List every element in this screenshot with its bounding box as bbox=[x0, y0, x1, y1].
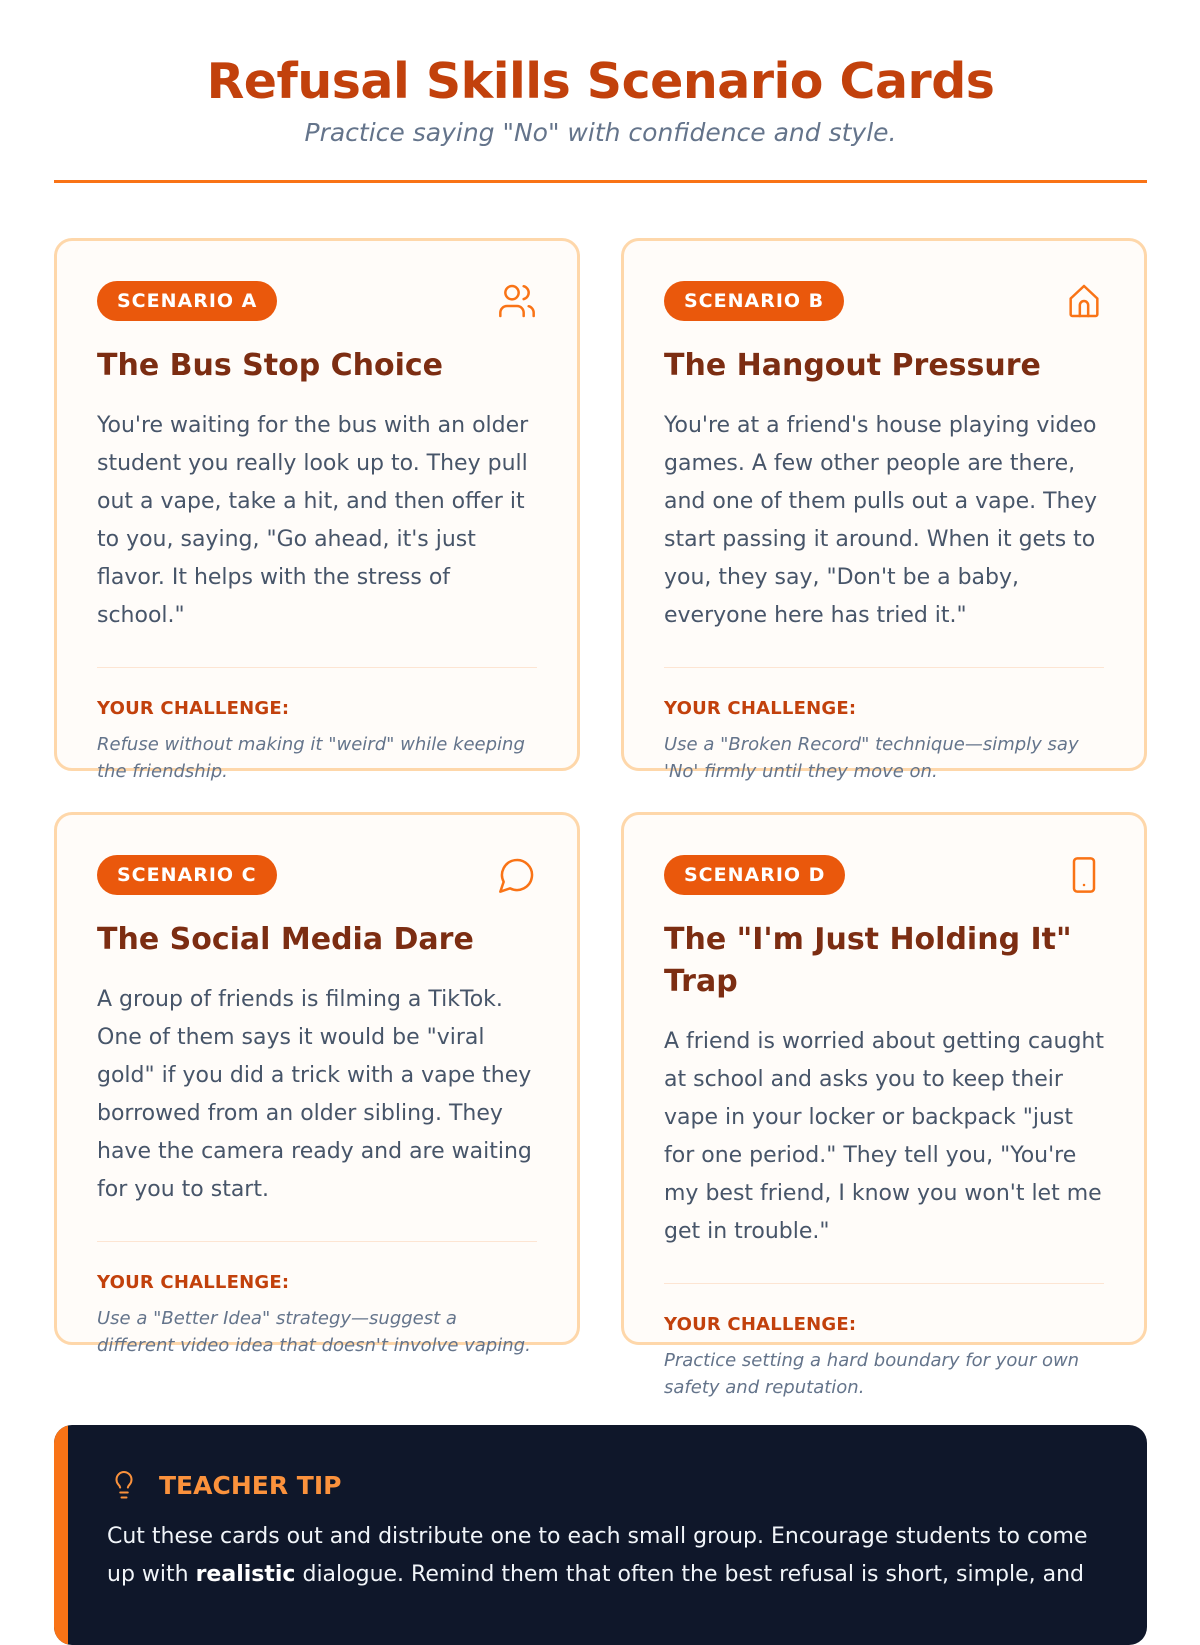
users-icon bbox=[497, 281, 537, 321]
tip-text bbox=[107, 1518, 1107, 1594]
scenario-card-c bbox=[54, 812, 580, 1356]
tip-accent-bar bbox=[54, 1425, 68, 1645]
tip-text-emphasis: realistic bbox=[195, 1562, 296, 1587]
card-divider bbox=[664, 1283, 1104, 1284]
page-subtitle: Practice saying "No" with confidence and style. bbox=[304, 118, 897, 147]
challenge-text: Refuse without making it "weird" while keeping the friendship. bbox=[97, 734, 525, 782]
scenario-title: The Social Media Dare bbox=[97, 922, 474, 957]
scenario-badge: SCENARIO B bbox=[664, 281, 844, 321]
scenario-badge: SCENARIO A bbox=[97, 281, 277, 321]
challenge-text: Practice setting a hard boundary for your own safety and reputation. bbox=[664, 1350, 1080, 1398]
challenge-label: YOUR CHALLENGE: bbox=[97, 1272, 290, 1293]
home-icon bbox=[1064, 281, 1104, 321]
challenge-text: Use a "Broken Record" technique—simply say 'No' firmly until they move on. bbox=[664, 734, 1079, 782]
scenario-title: The "I'm Just Holding It" Trap bbox=[664, 922, 1072, 999]
scenario-badge: SCENARIO C bbox=[97, 855, 277, 895]
scenario-title: The Hangout Pressure bbox=[664, 348, 1041, 383]
scenario-description: You're at a friend's house playing video games. A few other people are there, and one of them pulls out a vape. They start passing it around. When it gets to you, they say, "Don't be a baby, everyone here has tried it." bbox=[664, 413, 1098, 628]
lightbulb-icon bbox=[109, 1468, 139, 1502]
tip-text-part: Cut these cards out and distribute one to each small group. Encourage students to come up with bbox=[107, 1524, 1088, 1587]
page-header bbox=[54, 50, 1147, 150]
tip-label: TEACHER TIP bbox=[159, 1470, 342, 1500]
scenario-badge: SCENARIO D bbox=[664, 855, 845, 895]
scenario-title: The Bus Stop Choice bbox=[97, 348, 444, 383]
card-divider bbox=[664, 667, 1104, 668]
challenge-label: YOUR CHALLENGE: bbox=[664, 1314, 857, 1335]
card-divider bbox=[97, 1241, 537, 1242]
tip-header bbox=[109, 1465, 341, 1505]
teacher-tip-panel bbox=[54, 1425, 1147, 1645]
scenario-description: A group of friends is filming a TikTok. One of them says it would be "viral gold" if you did a trick with a vape they borrowed from an older sibling. They have the camera ready and are waiting for you to start. bbox=[97, 987, 532, 1202]
header-divider bbox=[54, 180, 1147, 183]
challenge-label: YOUR CHALLENGE: bbox=[97, 698, 290, 719]
scenario-description: You're waiting for the bus with an older student you really look up to. They pull out a vape, take a hit, and then offer it to you, saying, "Go ahead, it's just flavor. It helps with the stress of school." bbox=[97, 413, 529, 628]
card-divider bbox=[97, 667, 537, 668]
page-title: Refusal Skills Scenario Cards bbox=[206, 53, 995, 110]
scenario-card-a bbox=[54, 238, 580, 782]
challenge-label: YOUR CHALLENGE: bbox=[664, 698, 857, 719]
challenge-text: Use a "Better Idea" strategy—suggest a different video idea that doesn't involve vaping. bbox=[97, 1308, 531, 1356]
tip-text-part: dialogue. Remind them that often the best refusal is short, simple, and bbox=[295, 1562, 1085, 1587]
message-circle-icon bbox=[497, 855, 537, 895]
scenario-card-b bbox=[621, 238, 1147, 782]
smartphone-icon bbox=[1064, 855, 1104, 895]
scenario-description: A friend is worried about getting caught at school and asks you to keep their vape in your locker or backpack "just for one period." They tell you, "You're my best friend, I know you won't let me get in trouble." bbox=[664, 1029, 1104, 1244]
scenario-card-d bbox=[621, 812, 1147, 1398]
